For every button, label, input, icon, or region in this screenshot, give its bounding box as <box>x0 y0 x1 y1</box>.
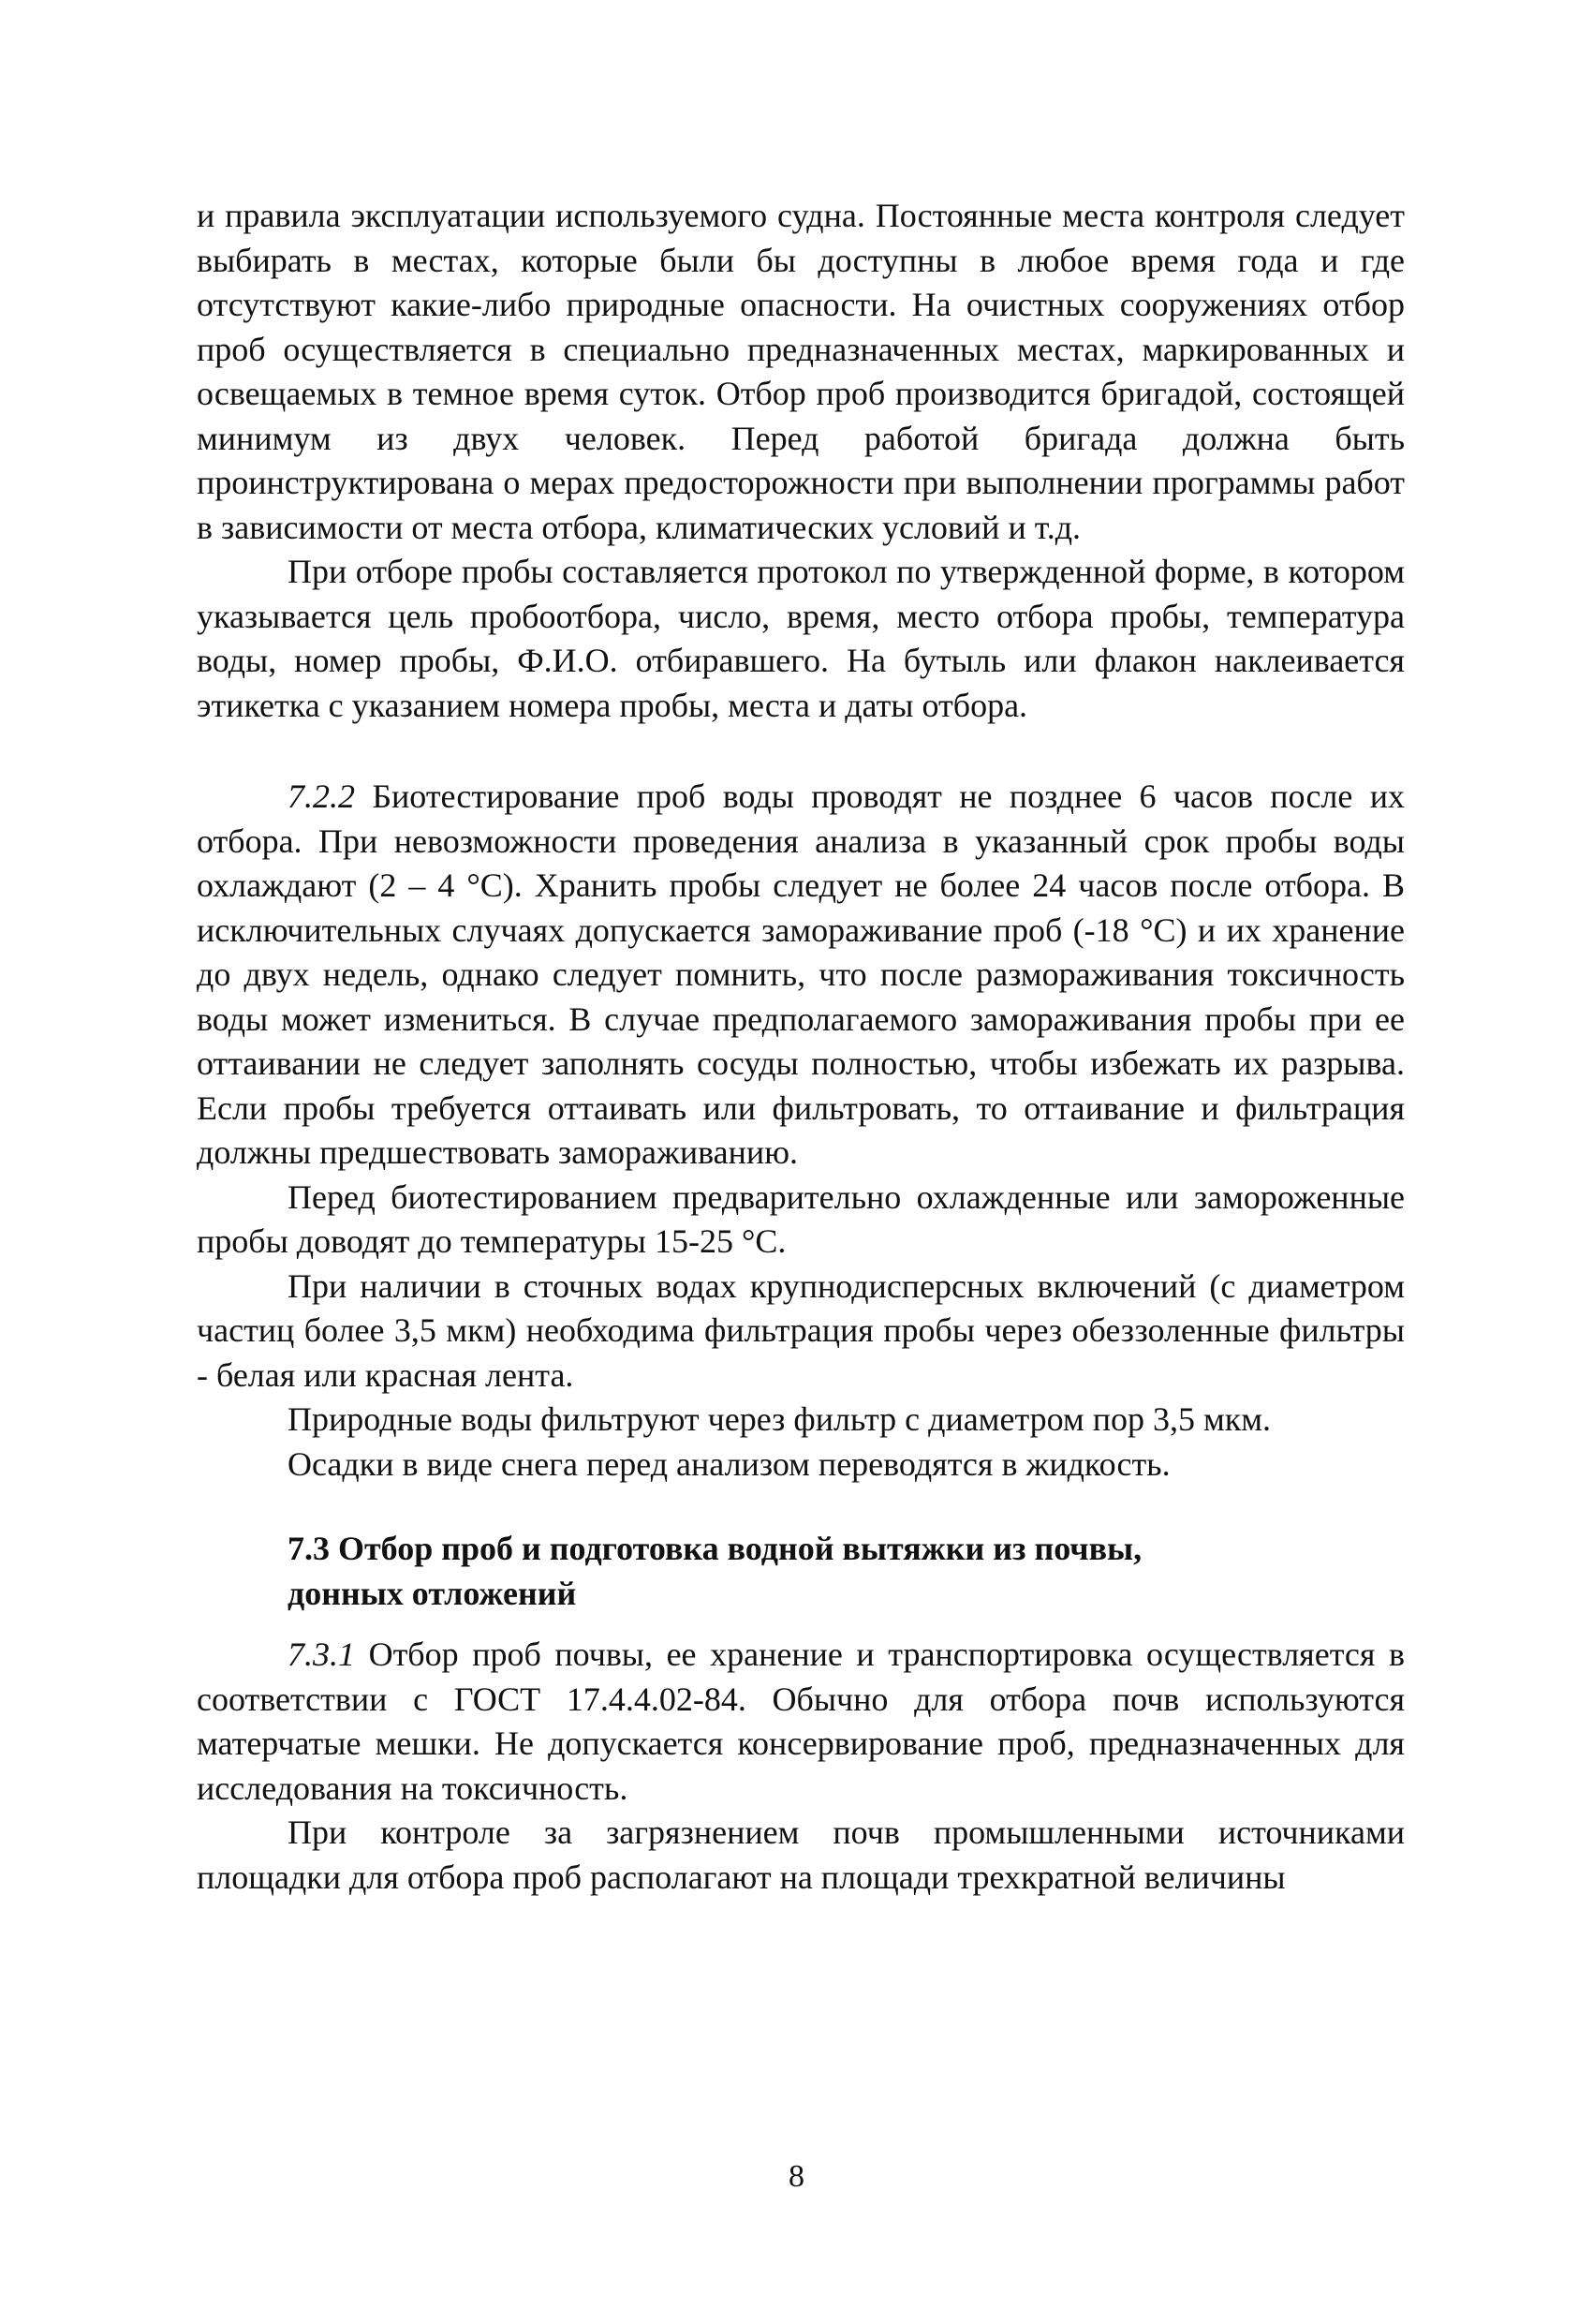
clause-text: Отбор проб почвы, ее хранение и транспортировка осуществляется в соответствии с ГОСТ 17.4.4.02-84. Обычно для отбора почв используются матерчатые мешки. Не допускается консервирование проб, предназначенных для исследования на токсичность. <box>197 1636 1405 1807</box>
paragraph-temperature: Перед биотестированием предварительно охлажденные или замороженные пробы доводят до температуры 15-25 °С. <box>197 1177 1405 1260</box>
page-number: 8 <box>789 2159 804 2194</box>
paragraph-soil-control: При контроле за загрязнением почв промышленными источниками площадки для отбора проб располагают на площади трехкратной величины <box>197 1813 1405 1896</box>
body-text <box>197 194 1405 1900</box>
paragraph-7-3-1 <box>197 1633 1405 1811</box>
paragraph-natural-waters: Природные воды фильтруют через фильтр с диаметром пор 3,5 мкм. <box>288 1400 1272 1438</box>
clause-number: 7.2.2 <box>288 777 355 815</box>
paragraph-snow: Осадки в виде снега перед анализом переводятся в жидкость. <box>288 1444 1171 1483</box>
paragraph-sampling-sites: и правила эксплуатации используемого судна. Постоянные места контроля следует выбирать в местах, которые были бы доступны в любое время года и где отсутствуют какие-либо природные опасности. На очистных сооружениях отбор проб осуществляется в специально предназначенных местах, маркированных и освещаемых в темное время суток. Отбор проб производится бригадой, состоящей минимум из двух человек. Перед работой бригада должна быть проинструктирована о мерах предосторожности при выполнении программы работ в зависимости от места отбора, климатических условий и т.д. <box>197 197 1405 546</box>
heading-line-1: 7.3 Отбор проб и подготовка водной вытяжки из почвы, <box>288 1530 1143 1567</box>
paragraph-7-2-2 <box>197 775 1405 1176</box>
clause-text: Биотестирование проб воды проводят не позднее 6 часов после их отбора. При невозможности проведения анализа в указанный срок пробы воды охлаждают (2 – 4 °С). Хранить пробы следует не более 24 часов после отбора. В исключительных случаях допускается замораживание проб (-18 °С) и их хранение до двух недель, однако следует помнить, что после размораживания токсичность воды может измениться. В случае предполагаемого замораживания пробы при ее оттаивании не следует заполнять сосуды полностью, чтобы избежать их разрыва. Если пробы требуется оттаивать или фильтровать, то оттаивание и фильтрация должны предшествовать замораживанию. <box>197 777 1405 1171</box>
heading-line-2: донных отложений <box>288 1575 577 1612</box>
section-heading-7-3 <box>288 1526 1405 1616</box>
paragraph-sampling-protocol: При отборе пробы составляется протокол по утвержденной форме, в котором указывается цель пробоотбора, число, время, место отбора пробы, температура воды, номер пробы, Ф.И.О. отбиравшего. На бутыль или флакон наклеивается этикетка с указанием номера пробы, места и даты отбора. <box>197 553 1405 724</box>
paragraph-filtration: При наличии в сточных водах крупнодисперсных включений (с диаметром частиц более 3,5 мкм) необходима фильтрация пробы через обеззоленные фильтры - белая или красная лента. <box>197 1266 1405 1394</box>
clause-number: 7.3.1 <box>288 1636 355 1673</box>
